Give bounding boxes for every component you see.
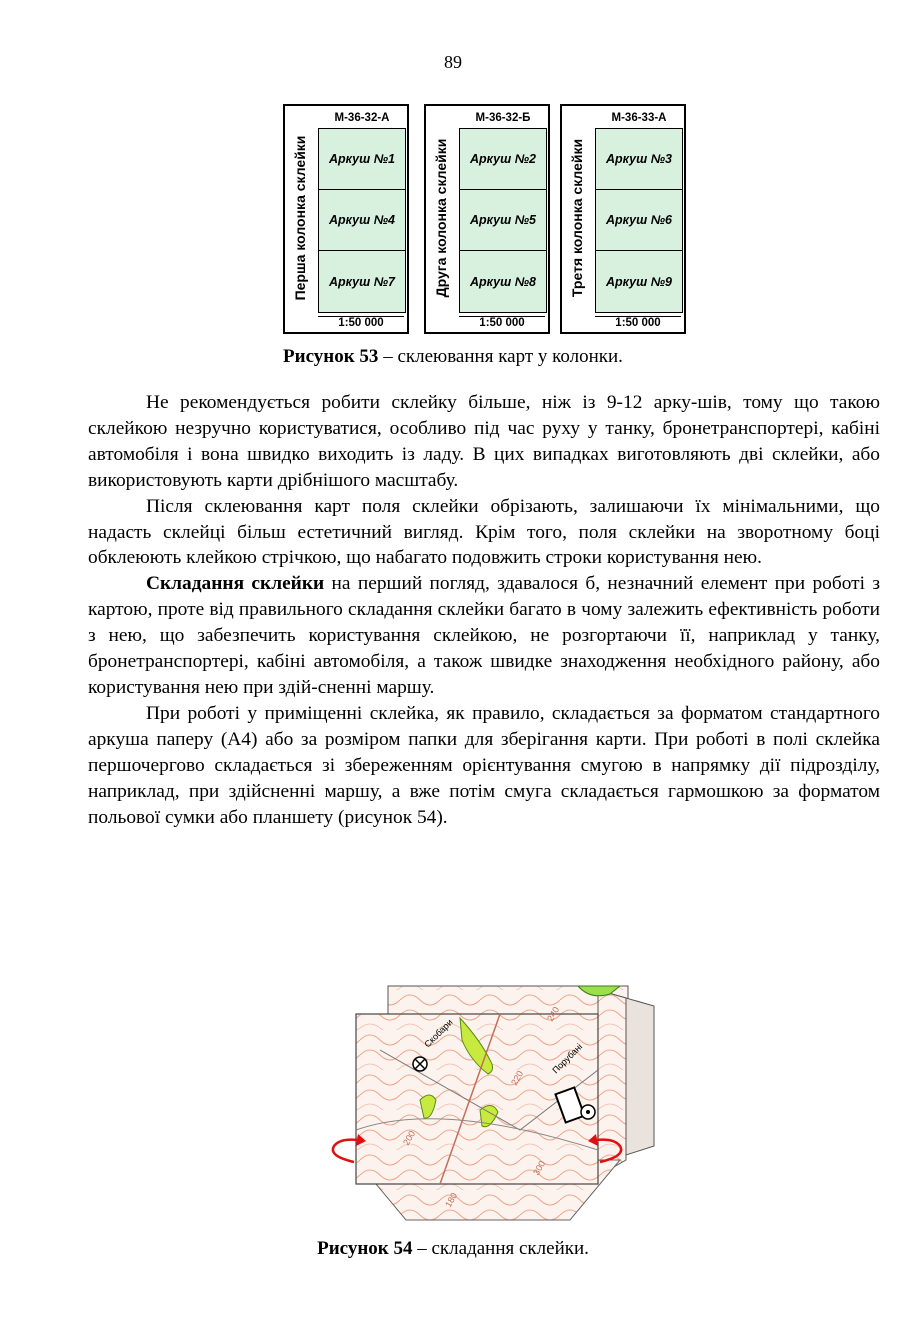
body-text — [88, 390, 880, 830]
map-sheet: Аркуш №2 — [460, 129, 546, 190]
sheet-code: М-36-32-Б — [475, 112, 531, 124]
map-label: Порубані — [550, 1041, 585, 1076]
paragraph-text: Не рекомендується робити склейку більше, ніж із 9-12 арку-шів, тому що такою склейкою незручно користуватися, особливо під час руху у танку, бронетранспортері, кабіні автомобіля і вона швидко виходить із ладу. В цих випадках виготовляють дві склейки, або використовують карти дрібнішого масштабу. — [88, 392, 880, 491]
paragraph — [88, 390, 880, 494]
map-column-3 — [560, 104, 686, 334]
map-sheet: Аркуш №6 — [596, 190, 682, 251]
caption-text: – складання склейки. — [412, 1238, 589, 1259]
sheet-code: М-36-33-А — [611, 112, 667, 124]
folded-map-illustration — [320, 950, 660, 1230]
map-scale: 1:50 000 — [318, 316, 404, 329]
map-column-1 — [283, 104, 409, 334]
caption-text: – склеювання карт у колонки. — [378, 346, 623, 367]
paragraph-text: Після склеювання карт поля склейки обрізають, залишаючи їх мінімальними, що надасть склейці більш естетичний вигляд. Крім того, поля склейки на зворотному боці обклеюють клейкою стрічкою, що набагато подовжить строки користування нею. — [88, 495, 880, 569]
page-number: 89 — [444, 52, 462, 72]
map-scale: 1:50 000 — [595, 316, 681, 329]
paragraph — [88, 701, 880, 831]
map-label: 240 — [545, 1004, 562, 1023]
sheet-code: М-36-32-А — [334, 112, 390, 124]
paragraph — [88, 571, 880, 701]
map-column-2 — [424, 104, 550, 334]
map-scale: 1:50 000 — [459, 316, 545, 329]
caption-label: Рисунок 53 — [283, 346, 379, 367]
fold-arrow-left-icon — [333, 1140, 358, 1162]
map-sheet: Аркуш №7 — [319, 251, 405, 312]
map-sheet: Аркуш №1 — [319, 129, 405, 190]
caption-label: Рисунок 54 — [317, 1238, 413, 1259]
column-label: Перша колонка склейки — [292, 135, 308, 301]
column-label: Друга колонка склейки — [433, 138, 449, 298]
map-label: Скобари — [422, 1017, 455, 1050]
map-label: 200 — [401, 1128, 418, 1147]
map-label: 300 — [531, 1158, 548, 1177]
figure-54-caption — [0, 1238, 906, 1260]
map-sheet: Аркуш №4 — [319, 190, 405, 251]
map-label: 220 — [509, 1068, 526, 1087]
paragraph-text: на перший погляд, здавалося б, незначний елемент при роботі з картою, проте від правильного складання склейки багато в чому залежить ефективність роботи з нею, що забезпечить користування склейкою, не розгортаючи її, наприклад у танку, бронетранспортері, кабіні автомобіля, а також швидке знаходження необхідного району, або користування нею при здій-сненні маршу. — [88, 573, 880, 698]
paragraph — [88, 494, 880, 572]
map-sheet: Аркуш №8 — [460, 251, 546, 312]
paragraph-lead: Складання склейки — [146, 573, 325, 595]
map-sheet: Аркуш №9 — [596, 251, 682, 312]
column-label: Третя колонка склейки — [569, 138, 585, 298]
map-sheet: Аркуш №5 — [460, 190, 546, 251]
figure-53-map-columns — [283, 104, 687, 334]
map-label: 180 — [443, 1190, 460, 1209]
map-sheet: Аркуш №3 — [596, 129, 682, 190]
figure-53-caption — [0, 346, 906, 368]
figure-54-folded-map — [320, 950, 660, 1230]
paragraph-text: При роботі у приміщенні склейка, як правило, складається за форматом стандартного аркуша паперу (А4) або за розміром папки для зберігання карти. При роботі в полі склейка першочергово складається зі збереженням орієнтування смугою в напрямку дії підрозділу, наприклад, при здійсненні маршу, а вже потім смуга складається гармошкою за форматом польової сумки або планшету (рисунок 54). — [88, 702, 880, 828]
